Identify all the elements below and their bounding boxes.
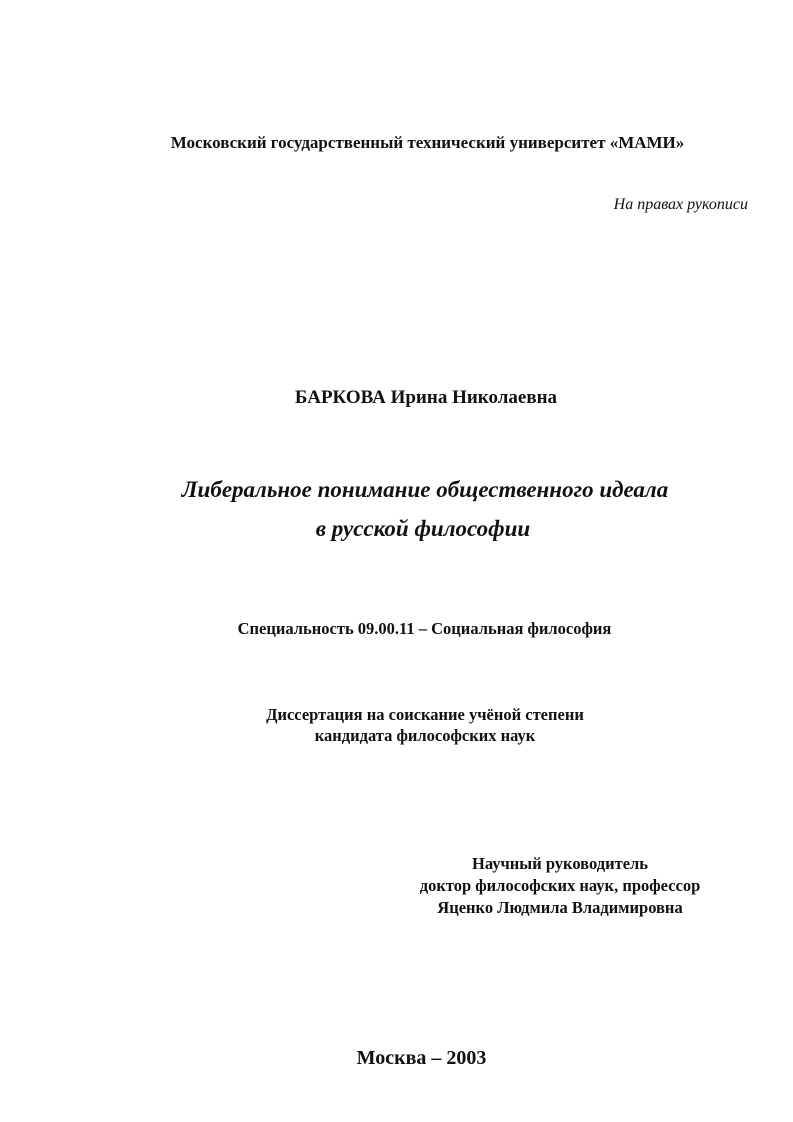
supervisor-name: Яценко Людмила Владимировна xyxy=(437,898,683,917)
author-name: БАРКОВА Ирина Николаевна xyxy=(294,387,558,408)
manuscript-rights-note: На правах рукописи xyxy=(613,196,748,213)
dissertation-title-line-1: Либеральное понимание общественного идеала xyxy=(181,477,669,502)
degree-statement-line-1: Диссертация на соискание учёной степени xyxy=(266,705,584,724)
supervisor-degree: доктор философских наук, профессор xyxy=(419,876,701,895)
supervisor-role: Научный руководитель xyxy=(472,854,648,873)
degree-statement-line-2: кандидата философских наук xyxy=(314,726,536,745)
city-year: Москва – 2003 xyxy=(356,1047,487,1069)
dissertation-title-line-2: в русской философии xyxy=(315,516,531,541)
university-name: Московский государственный технический университет «МАМИ» xyxy=(170,133,685,152)
specialty: Специальность 09.00.11 – Социальная философия xyxy=(237,619,612,638)
